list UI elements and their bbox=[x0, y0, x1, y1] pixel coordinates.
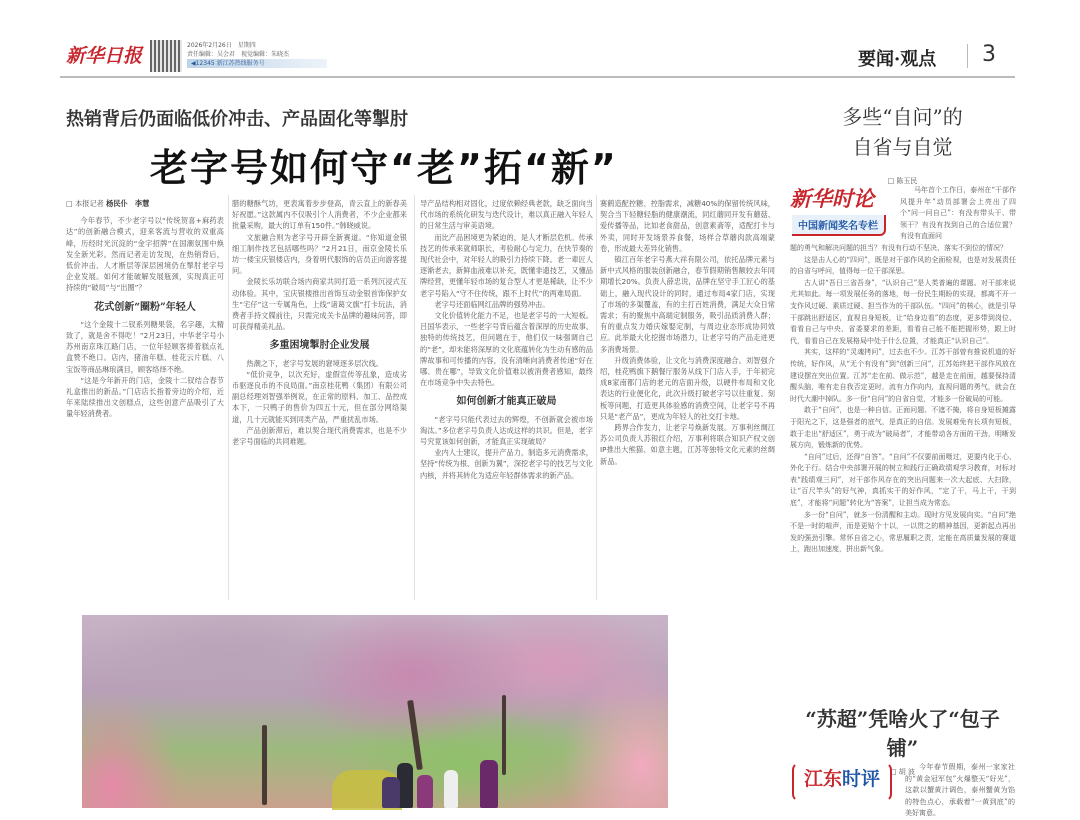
xinhua-commentary-logo bbox=[790, 183, 892, 239]
paragraph: 这是击人心的“四问”，既是对干部作风的全面检视，也是对发展责任的自省与呼问，值得每一位干部深思。 bbox=[790, 255, 1016, 276]
paragraph: “这个金陵十二钗系列糖果袋，名字趣，太精致了，就是舍不得吃！”2月23日，中华老字号小苏州南京珠江路门店，一位年轻顾客捧着糕点礼盒赞不绝口。店内，猪油年糕、桂花云片糕、八宝饭等商品琳琅满目，顾客络绎不绝。 bbox=[66, 319, 224, 374]
byline-prefix: □ 本报记者 bbox=[66, 199, 104, 208]
plum-blossom-photo bbox=[82, 615, 668, 808]
person bbox=[444, 770, 458, 808]
paragraph: 题的勇气和解决问题的担当？有没有行动不坚决、落实不到位的情况？ bbox=[790, 244, 1007, 252]
paragraph: 敢于“自问”，也是一种自信。正面问题、不遮不掩，将自身短板摊露于阳光之下，这是强者的底气，是真正的自信。发展难免有长项有短板，敢于走出“舒适区”，勇于成为“破局者”，才能带动各方面的干劲，明晰发展方向，锻炼新的优势。 bbox=[790, 406, 1016, 450]
editors-line: 责任编辑：吴会君 视觉编辑：朱晓杰 bbox=[187, 51, 290, 58]
paragraph: “低价竞争，以次充好，虚假宣传等乱象，造成劣币驱逐良币的不良局面。”南京桂花鸭（集团）有限公司副总经理刘智强举例说，在正常的原料、加工、品控成本下，一只鸭子的售价为四五十元，但在部分网络渠道，几十元就能买到同类产品，严重扰乱市场。 bbox=[232, 369, 407, 424]
commentary-intro: 马年首个工作日，泰州在“干部作风提升年”动员部署会上亮出了四个“问一问自己”：有没有带头干、带领干？有没有找到自己的合适位置？有没有直面问 bbox=[900, 186, 1016, 241]
paragraph: 文旅融合则为老字号开辟全新赛道。“你知道金银细工制作技艺包括哪些吗？”2月21日，南京金陵长乐坊一楼宝庆银楼店内，身着明代服饰的店员正向游客提问。 bbox=[232, 232, 407, 276]
commentary-title-line: 自省与自觉 bbox=[852, 135, 953, 159]
article-title: 老字号如何守“老”拓“新” bbox=[150, 146, 618, 190]
paragraph: “这是今年新开的门店，金陵十二钗结合春节礼盒推出的新品。”门店店长指着旁边的介绍，近年来陆续推出文创糕点，这些创意产品吸引了大量年轻消费者。 bbox=[66, 375, 224, 419]
qr-code-icon bbox=[150, 40, 182, 72]
paragraph: “老字号只能代表过去的辉煌，不创新就会被市场淘汰。”多位老字号负责人达成这样的共识。但是，老字号究竟该如何创新，才能真正实现破局？ bbox=[420, 414, 593, 447]
header-rule bbox=[60, 76, 1015, 78]
second-byline: □ 胡 波 bbox=[889, 768, 916, 776]
column-brand-blue: 时评 bbox=[842, 768, 881, 790]
commentary-body bbox=[790, 243, 1016, 676]
paragraph: 赛鹤造配控糖、控脂需求，减糖40%的保留传统风味，契合当下轻糖轻脂的健康潮流，同红蘑同开发有蘑菇、爱传播等品，比如老食甜品，创意素斋等，适配打卡与外卖，同时开发场景养食餐，场样合草蘑肉款高端蒙卷，形成最大差异化销售。 bbox=[600, 199, 775, 253]
section-heading: 如何创新才能真正破局 bbox=[456, 396, 557, 408]
paragraph: 多一份“自问”，就多一份清醒和主动。现时方见发展向实。“自问”绝不是一时的喧声，而是更贴个十以，一以贯之的精神基因，更新起点再出发的强劲引擎。常怀自省之心，常思履职之责，定能在高质量发展的赛道上，跑出加速度，拼出新气象。 bbox=[790, 510, 1016, 554]
tree-trunk bbox=[407, 700, 423, 770]
column-divider bbox=[596, 195, 597, 600]
divider bbox=[967, 44, 968, 68]
section-heading: 多重困境掣肘企业发展 bbox=[269, 340, 370, 352]
hotline-bar: ◀12345 新江苏热线服务号 bbox=[187, 59, 327, 68]
paragraph: 古人讲“吾日三省吾身”，“认识自己”是人类普遍的课题。对干部来说尤其如此。每一项发展任务的落地，每一份民生期盼的实现，都离不开一支作风过硬、素质过硬、担当作为的干部队伍。“四问”的核心，就是引导干部跳出舒适区，直视自身短板，让“给身边看”的态度，更多带到岗位、看看自己与中央、省委要求的差距，看看自己能不能把握形势，跟上时代，看看自己在发展格局中处于什么位置，才能真正“认识自己”。 bbox=[790, 278, 1016, 345]
paragraph: 文化价值转化能力不足，也是老字号的一大短板。吕国华表示，一些老字号背后蕴含着深厚的历史故事、独特的传统技艺，但问题在于，他们仅一味强调自己的“老”，却未能将深厚的文化底蕴转化为生动有感的品牌故事和可传播的内容，没有清晰向消费者传递“好在哪、贵在哪”，导致文化价值难以被消费者感知，最终在市场竞争中失去特色。 bbox=[420, 311, 593, 388]
jiangdong-commentary-logo bbox=[792, 762, 892, 802]
paragraph: 升级消费体验，让文化与消费深度融合。刘智强介绍，桂花鸭旗下鹅餐厅服务从线下门店入手，于年初完成8家南都门店的老元的店面升级，以硬件布局和文化表达的行业便化化，此次升级打破老字号以往重复、刻板等问题，打造更具体验感的消费空间，让老字号不再只是“老产品”，更成为年轻人的社交打卡地。 bbox=[600, 355, 775, 421]
paragraph: 热潮之下，老字号发展的窘境逐多层次线。 bbox=[246, 358, 383, 368]
paragraph: “自问”过后，还得“自答”。“自问”不仅要前面嗫过，更要内化于心、外化于行。结合中央部署开展的树立和践行正确政绩观学习教育，对标对表“践绩观三问”，对干部作风存在的突出问题来一次大起底、大扫除，让“百尺竿头”的好气神，真抓实干的好作风，“定了干，马上干，干到底”，才能将“问题”转化为“答案”，让担当成为常态。 bbox=[790, 452, 1016, 508]
column-brand-red: 江东 bbox=[804, 768, 843, 790]
column-brand: 新华时论 bbox=[790, 186, 874, 211]
article-byline bbox=[66, 198, 224, 209]
article-column-1 bbox=[66, 198, 224, 598]
newspaper-masthead: 新华日报 bbox=[66, 45, 143, 67]
paragraph: 腊的糖酥气坊，更表寓着步步登高，青云直上的新春美好祝愿。”这款属内不仅吸引个人消费者，不少企业都来批量采购，最大的订单有150件。”韩晓威说。 bbox=[232, 199, 407, 231]
article-column-3 bbox=[420, 198, 593, 598]
column-divider bbox=[228, 195, 229, 600]
paragraph: 镇江百年老字号燕大祥有限公司，依托品牌元素与新中式风格的服装创新融合，春节假期销售额较去年同期增长20%。负责人薛忠说，品牌在坚守手工匠心的基础上，融入现代设计的同时，通过布局4家门店，实现了市场的多渠覆盖，有的主打百姓消费，满足大众日常需求；有的聚焦中高端定制服务，吸引品质消费人群；有的重点发力婚庆嫁娶定制，与周边业态形成协同效应。此举最大化挖掘市场潜力，让老字号的产品走进更多消费场景。 bbox=[600, 255, 775, 354]
paragraph: 导产品结构相对固化，过度依赖经典老款，缺乏面向当代市场的系统化研发与迭代设计，难以真正融入年轻人的日常生活与审美语境。 bbox=[420, 199, 593, 231]
paragraph: 今年春节，不少老字号以“传统贺喜+麻药表达”的创新融合模式，迎来客流与营收的双重高峰，历经时光沉淀的“金字招牌”在国潮氛围中焕发全新光彩。然而记者走访发现，在热销背后，低价冲击、人才断层等深层困境仍在掣肘老字号企业发展。如何才能破解发展瓶颈，实现真正可持续的“破局”与“出圈”？ bbox=[66, 216, 224, 293]
person bbox=[480, 760, 498, 808]
commentary-title bbox=[790, 102, 1015, 196]
page-number: 3 bbox=[982, 42, 996, 67]
second-title-text: “苏超”凭啥火了“包子铺” bbox=[805, 707, 1000, 760]
paragraph: 业内人士建议，提升产品力，制造多元消费需求，坚持“传统为根、创新为翼”，深挖老字号的技艺与文化内核，并将其转化为适应年轻群体需求的新产品。 bbox=[420, 448, 593, 480]
issue-date: 2026年2月26日 星期四 bbox=[187, 42, 256, 49]
commentary-title-line: 多些“自问”的 bbox=[842, 105, 963, 129]
person bbox=[382, 777, 400, 808]
tree-trunk bbox=[502, 695, 506, 775]
paragraph: 金陵长乐坊联合场内商家共同打造一系列沉浸式互动体验。其中，宝庆银楼推出首饰互动金银首饰保护女生“宅仔”这一专属角色，上线“诸葛文旗”打卡玩法，消费者手持文牒前往，只需完成关卡品牌的趣味问答，即可获得精美礼品。 bbox=[232, 277, 407, 332]
person bbox=[417, 775, 433, 808]
paragraph: 老字号还面临网红品牌的强势冲击。 bbox=[434, 299, 550, 309]
article-subtitle: 热销背后仍面临低价冲击、产品固化等掣肘 bbox=[66, 109, 408, 130]
article-column-2 bbox=[232, 198, 407, 598]
column-badge: 中国新闻奖名专栏 bbox=[792, 215, 886, 236]
section-name: 要闻·观点 bbox=[858, 49, 937, 70]
paragraph: 产品创新滞后，难以契合现代消费需求，也是不少老字号面临的共同难题。 bbox=[232, 425, 407, 447]
byline-names: 杨民仆 李慧 bbox=[106, 199, 150, 208]
paragraph: 跨界合作发力，让老字号焕新发展。万事利丝绸江苏公司负责人苏银红介绍，万事利将联合知识产权文创IP推出大熊猫、如意主题，江苏等独特文化元素的丝绸新品。 bbox=[600, 423, 775, 466]
column-divider bbox=[414, 195, 415, 600]
issue-meta bbox=[187, 41, 327, 68]
second-commentary-intro: 今年春节假期，泰州一家家社的“黄金冠军包”火爆整天“好光”，这款以蟹黄汁调色，泰州蟹黄为馅的特色点心，承载着“一黄到底”的美好寓意。 bbox=[905, 763, 1015, 818]
section-heading: 花式创新“圈粉”年轻人 bbox=[94, 301, 196, 313]
article-column-4 bbox=[600, 198, 775, 598]
paragraph: 而比产品困境更为紧迫的，是人才断层危机。传承技艺的传承来就师职长，考验耐心与定力，在快节奏的现代社会中，对年轻人的吸引力持续下降。老一辈匠人逐渐老去，新鲜血液难以补充，既懂非遗技艺，又懂品牌经营，更懂年轻市场的复合型人才更是稀缺，让不少老字号陷入“守不住传统，跟不上时代”的两难局面。 bbox=[420, 232, 593, 298]
commentary-byline: □ 陈玉民 bbox=[887, 177, 918, 185]
paragraph: 其实，这样的“灵魂拷问”，过去也不少。江苏干部曾有推说机道的好传统，好作风，从“无个有没有”到“创新三问”，江苏始终把干部作风放在建设摆在突出位置。江苏“走在前、做示范”，越是走在前面，越要保持清醒头脑，唯有走自我否定更时，流有力作向内，直视问题的勇气，就会在时代大潮中掉队。多一份“自问”的自省自觉，才能多一份破局的可能。 bbox=[790, 348, 1016, 403]
tree-trunk bbox=[262, 725, 267, 805]
